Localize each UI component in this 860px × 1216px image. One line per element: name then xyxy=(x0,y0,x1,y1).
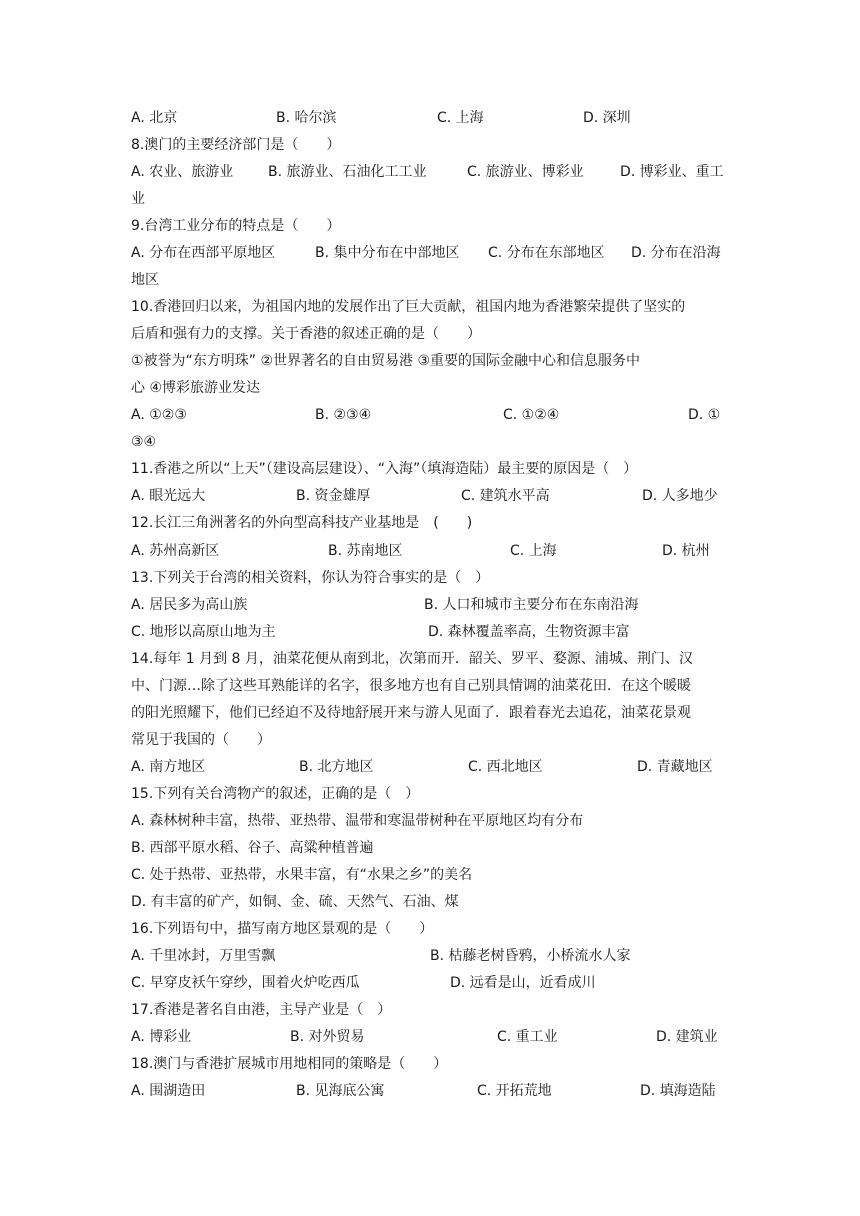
q14-stem-line-3: 的阳光照耀下，他们已经迫不及待地舒展开来与游人见面了．跟着春光去追花，油菜花景观 xyxy=(131,705,691,721)
q10-stem-line-1: 10.香港回归以来，为祖国内地的发展作出了巨大贡献，祖国内地为香港繁荣提供了坚实的 xyxy=(131,299,686,315)
q14-option-c: C. 西北地区 xyxy=(468,759,543,775)
q10-stem-line-2: 后盾和强有力的支撑。关于香港的叙述正确的是（ ） xyxy=(131,326,481,342)
q9-stem: 9.台湾工业分布的特点是（ ） xyxy=(131,218,341,234)
q8-option-c: C. 旅游业、博彩业 xyxy=(467,164,584,180)
q9-option-a: A. 分布在西部平原地区 xyxy=(131,245,276,261)
q18-option-d: D. 填海造陆 xyxy=(640,1083,716,1099)
q14-option-d: D. 青藏地区 xyxy=(637,759,713,775)
q10-stem-line-3: ①被誉为“东方明珠” ②世界著名的自由贸易港 ③重要的国际金融中心和信息服务中 xyxy=(131,353,641,369)
q15-option-a: A. 森林树种丰富，热带、亚热带、温带和寒温带树种在平原地区均有分布 xyxy=(131,813,584,829)
q12-option-a: A. 苏州高新区 xyxy=(131,543,220,559)
q8-option-a: A. 农业、旅游业 xyxy=(131,164,234,180)
q7-option-d: D. 深圳 xyxy=(583,110,631,126)
q15-option-c: C. 处于热带、亚热带，水果丰富，有“水果之乡”的美名 xyxy=(131,867,473,883)
q11-option-c: C. 建筑水平高 xyxy=(461,488,550,504)
q16-option-b: B. 枯藤老树昏鸦，小桥流水人家 xyxy=(430,948,631,964)
q15-option-b: B. 西部平原水稻、谷子、高粱种植普遍 xyxy=(131,840,374,856)
q9-option-b: B. 集中分布在中部地区 xyxy=(315,245,460,261)
q18-stem: 18.澳门与香港扩展城市用地相同的策略是（ ） xyxy=(131,1056,448,1072)
q16-option-c: C. 早穿皮袄午穿纱，围着火炉吃西瓜 xyxy=(131,975,360,991)
q11-stem: 11.香港之所以“上天”（建设高层建设）、“入海”（填海造陆）最主要的原因是（ ） xyxy=(131,461,638,477)
q9-option-wrap: 地区 xyxy=(131,272,159,288)
q14-option-b: B. 北方地区 xyxy=(299,759,374,775)
q11-option-d: D. 人多地少 xyxy=(642,488,718,504)
q18-option-a: A. 围湖造田 xyxy=(131,1083,206,1099)
q12-option-b: B. 苏南地区 xyxy=(328,543,403,559)
q17-option-c: C. 重工业 xyxy=(497,1029,558,1045)
q17-stem: 17.香港是著名自由港，主导产业是（ ） xyxy=(131,1002,392,1018)
q18-option-b: B. 见海底公寓 xyxy=(296,1083,385,1099)
q9-option-c: C. 分布在东部地区 xyxy=(488,245,605,261)
q9-option-d: D. 分布在沿海 xyxy=(631,245,721,261)
q15-stem: 15.下列有关台湾物产的叙述，正确的是（ ） xyxy=(131,786,420,802)
q7-option-c: C. 上海 xyxy=(437,110,484,126)
q13-option-c: C. 地形以高原山地为主 xyxy=(131,624,276,640)
q16-stem: 16.下列语句中，描写南方地区景观的是（ ） xyxy=(131,921,434,937)
q12-stem: 12.长江三角洲著名的外向型高科技产业基地是 ( ) xyxy=(131,515,473,531)
q7-option-a: A. 北京 xyxy=(131,110,178,126)
q17-option-b: B. 对外贸易 xyxy=(290,1029,365,1045)
q17-option-a: A. 博彩业 xyxy=(131,1029,192,1045)
q8-stem: 8.澳门的主要经济部门是（ ） xyxy=(131,137,341,153)
q12-option-d: D. 杭州 xyxy=(662,543,710,559)
q14-stem-line-1: 14.每年 1 月到 8 月，油菜花便从南到北，次第而开．韶关、罗平、婺源、浦城、荆门、汉 xyxy=(131,651,693,667)
q14-stem-line-4: 常见于我国的（ ） xyxy=(131,732,271,748)
q16-option-d: D. 远看是山，近看成川 xyxy=(450,975,596,991)
q12-option-c: C. 上海 xyxy=(510,543,557,559)
q13-option-d: D. 森林覆盖率高，生物资源丰富 xyxy=(428,624,630,640)
q16-option-a: A. 千里冰封，万里雪飘 xyxy=(131,948,276,964)
q8-option-wrap: 业 xyxy=(131,191,145,207)
q11-option-b: B. 资金雄厚 xyxy=(296,488,371,504)
q10-option-wrap: ③④ xyxy=(131,434,157,450)
q14-stem-line-2: 中、门源…除了这些耳熟能详的名字，很多地方也有自己别具情调的油菜花田．在这个暖暖 xyxy=(131,678,691,694)
q7-option-b: B. 哈尔滨 xyxy=(276,110,337,126)
q8-option-d: D. 博彩业、重工 xyxy=(620,164,724,180)
q13-stem: 13.下列关于台湾的相关资料，你认为符合事实的是（ ） xyxy=(131,570,490,586)
q18-option-c: C. 开拓荒地 xyxy=(477,1083,552,1099)
q13-option-b: B. 人口和城市主要分布在东南沿海 xyxy=(424,597,639,613)
q8-option-b: B. 旅游业、石油化工工业 xyxy=(268,164,427,180)
q10-option-c: C. ①②④ xyxy=(503,407,560,423)
q10-stem-line-4: 心 ④博彩旅游业发达 xyxy=(131,380,261,396)
q10-option-b: B. ②③④ xyxy=(315,407,372,423)
q13-option-a: A. 居民多为高山族 xyxy=(131,597,248,613)
q15-option-d: D. 有丰富的矿产，如铜、金、硫、天然气、石油、煤 xyxy=(131,894,459,910)
q11-option-a: A. 眼光远大 xyxy=(131,488,206,504)
q10-option-a: A. ①②③ xyxy=(131,407,187,423)
q17-option-d: D. 建筑业 xyxy=(656,1029,718,1045)
q10-option-d: D. ① xyxy=(688,407,721,423)
q14-option-a: A. 南方地区 xyxy=(131,759,206,775)
